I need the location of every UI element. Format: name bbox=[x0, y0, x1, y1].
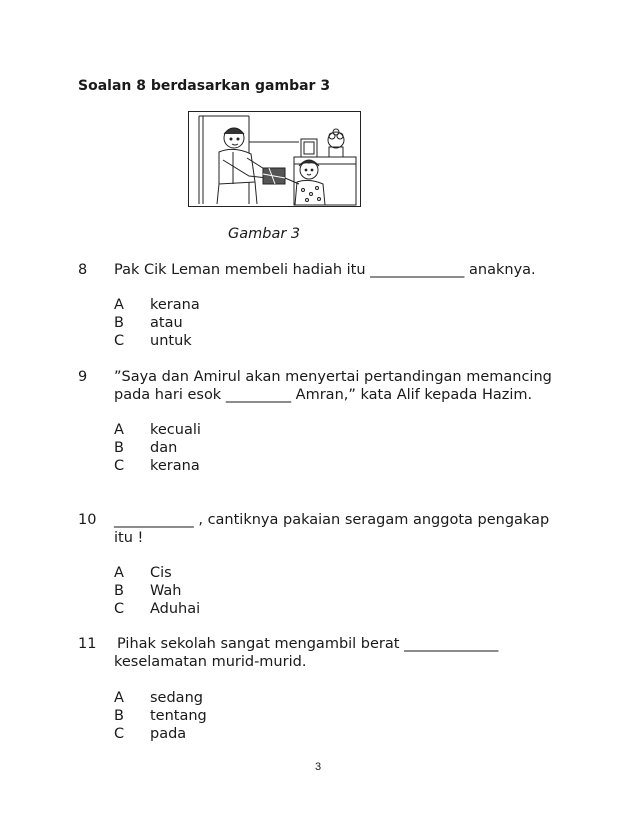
figure-caption: Gambar 3 bbox=[228, 226, 301, 242]
option-letter: C bbox=[114, 601, 125, 617]
question-number: 8 bbox=[78, 262, 88, 278]
question-text-line: keselamatan murid-murid. bbox=[114, 654, 307, 670]
question-number: 9 bbox=[78, 369, 88, 385]
option-letter: B bbox=[114, 440, 124, 456]
option-letter: A bbox=[114, 690, 124, 706]
question-number: 10 bbox=[78, 512, 97, 528]
option-letter: C bbox=[114, 458, 125, 474]
option-letter: A bbox=[114, 422, 124, 438]
option-letter: A bbox=[114, 565, 124, 581]
option-text: kerana bbox=[150, 458, 200, 474]
option-text: sedang bbox=[150, 690, 203, 706]
option-letter: C bbox=[114, 726, 125, 742]
question-text-line: pada hari esok _________ Amran,” kata Alif kepada Hazim. bbox=[114, 387, 533, 403]
option-text: tentang bbox=[150, 708, 207, 724]
question-text-line: ___________ , cantiknya pakaian seragam anggota pengakap bbox=[114, 512, 550, 528]
option-text: pada bbox=[150, 726, 187, 742]
option-text: kecuali bbox=[150, 422, 201, 438]
page-number: 3 bbox=[315, 761, 322, 773]
question-text-line: Pihak sekolah sangat mengambil berat _____________ bbox=[117, 636, 499, 652]
option-letter: B bbox=[114, 315, 124, 331]
illustration-figure bbox=[188, 111, 361, 207]
question-text-line: Pak Cik Leman membeli hadiah itu _____________ anaknya. bbox=[114, 262, 536, 278]
option-letter: A bbox=[114, 297, 124, 313]
option-text: untuk bbox=[150, 333, 192, 349]
option-letter: B bbox=[114, 708, 124, 724]
option-text: Wah bbox=[150, 583, 182, 599]
option-text: kerana bbox=[150, 297, 200, 313]
question-number: 11 bbox=[78, 636, 97, 652]
option-text: Cis bbox=[150, 565, 172, 581]
option-text: Aduhai bbox=[150, 601, 201, 617]
option-letter: C bbox=[114, 333, 125, 349]
question-text-line: ”Saya dan Amirul akan menyertai pertandingan memancing bbox=[114, 369, 552, 385]
option-text: dan bbox=[150, 440, 178, 456]
section-heading: Soalan 8 berdasarkan gambar 3 bbox=[78, 78, 331, 94]
option-letter: B bbox=[114, 583, 124, 599]
option-text: atau bbox=[150, 315, 183, 331]
question-text-line: itu ! bbox=[114, 530, 144, 546]
